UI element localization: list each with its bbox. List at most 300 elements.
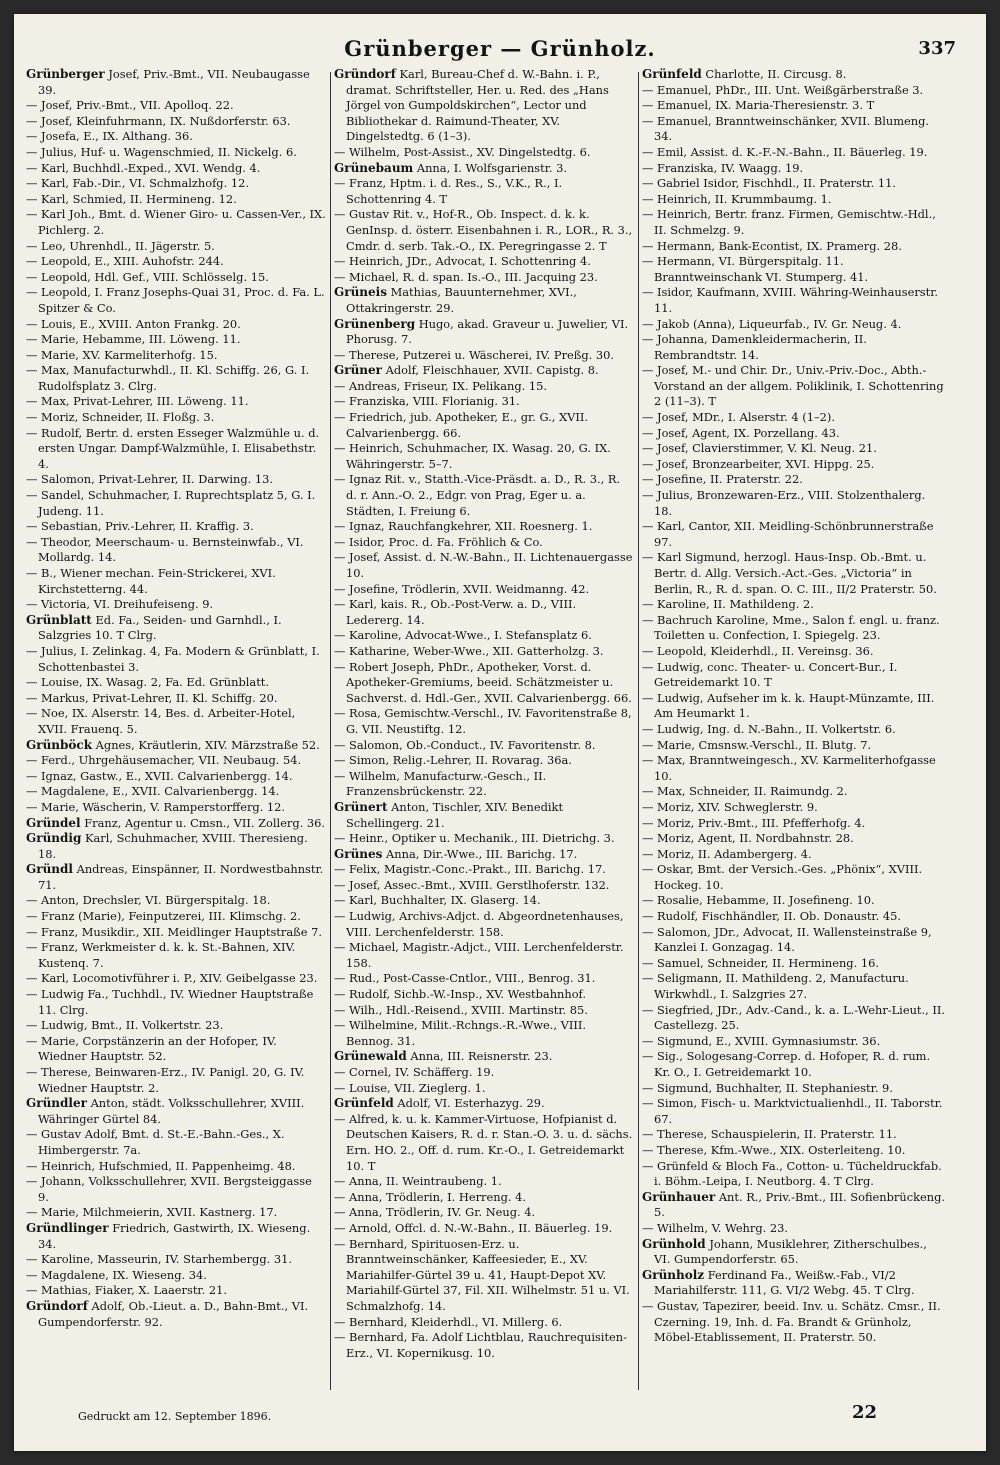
directory-entry: [26, 1283, 326, 1299]
directory-entry: [26, 519, 326, 535]
directory-entry: [642, 550, 946, 597]
entry-text: — Anna, Trödlerin, IV. Gr. Neug. 4.: [334, 1205, 536, 1220]
directory-entry: [334, 1018, 634, 1049]
directory-entry: [642, 207, 946, 238]
directory-entry: [642, 925, 946, 956]
entry-text: — Gabriel Isidor, Fischhdl., II. Praterstr. 11.: [642, 176, 896, 191]
entry-text: — Sandel, Schuhmacher, I. Ruprechtsplatz 5, G. I. Judeng. 11.: [26, 488, 316, 518]
directory-entry: [26, 348, 326, 364]
directory-entry: [26, 114, 326, 130]
entry-text: — Salomon, JDr., Advocat, II. Wallensteinstraße 9, Kanzlei I. Gonzagag. 14.: [642, 924, 932, 955]
entry-text: — Oskar, Bmt. der Versich.-Ges. „Phönix“, XVIII. Hockeg. 10.: [642, 862, 923, 892]
directory-entry: [642, 862, 946, 893]
surname-heading: Grünfeld: [334, 1096, 394, 1111]
entry-text: — Therese, Schauspielerin, II. Praterstr. 11.: [642, 1127, 897, 1142]
directory-entry: [26, 1127, 326, 1158]
directory-entry: [642, 1268, 946, 1299]
entry-text: — Karl Joh., Bmt. d. Wiener Giro- u. Cassen-Ver., IX. Pichlerg. 2.: [26, 207, 326, 237]
entry-text: — Josef, Assec.-Bmt., XVIII. Gerstlhoferstr. 132.: [334, 877, 610, 892]
entry-text: — Josef, Assist. d. N.-W.-Bahn., II. Lichtenauergasse 10.: [334, 550, 633, 580]
entry-text: — Magdalene, E., XVII. Calvarienbergg. 14.: [26, 784, 280, 799]
entry-text: — Anton, Drechsler, VI. Bürgerspitalg. 18.: [26, 893, 271, 908]
directory-entry: [26, 207, 326, 238]
directory-entry: [334, 317, 634, 348]
directory-entry: [26, 1268, 326, 1284]
entry-text: — Victoria, VI. Dreihufeiseng. 9.: [26, 597, 214, 612]
directory-entry: [334, 472, 634, 519]
directory-entry: [26, 831, 326, 862]
entry-text: Anna, I. Wolfsgarienstr. 3.: [416, 160, 568, 175]
directory-entry: [334, 1190, 634, 1206]
entry-text: — Max, Branntweingesch., XV. Karmeliterhofgasse 10.: [642, 753, 936, 783]
directory-entry: [334, 893, 634, 909]
entry-text: Mathias, Bauunternehmer, XVI., Ottakringerstr. 29.: [346, 285, 577, 315]
entry-text: — Moriz, Agent, II. Nordbahnstr. 28.: [642, 831, 854, 846]
surname-heading: Gründig: [26, 831, 82, 846]
directory-entry: [334, 706, 634, 737]
directory-entry: [334, 1237, 634, 1315]
directory-entry: [642, 800, 946, 816]
surname-heading: Grüner: [334, 363, 382, 378]
entry-text: — Moriz, Priv.-Bmt., III. Pfefferhofg. 4.: [642, 815, 866, 830]
entry-text: — Marie, Wäscherin, V. Ramperstorfferg. 12.: [26, 799, 286, 814]
directory-entry: [334, 550, 634, 581]
directory-entry: [26, 769, 326, 785]
directory-entry: [26, 1018, 326, 1034]
directory-entry: [642, 1003, 946, 1034]
directory-entry: [334, 1221, 634, 1237]
directory-entry: [26, 410, 326, 426]
entry-text: — Rosalie, Hebamme, II. Josefineng. 10.: [642, 893, 875, 908]
entry-text: — Isidor, Kaufmann, XVIII. Währing-Weinhauserstr. 11.: [642, 285, 939, 315]
directory-entry: [642, 145, 946, 161]
entry-text: — Alfred, k. u. k. Kammer-Virtuose, Hofpianist d. Deutschen Kaisers, R. d. r. Stan.-O. 3. u. d. sächs. Ern. HO. 2., Off. d. rum. Kr.-O., I. Getreidemarkt 10. T: [334, 1111, 633, 1173]
surname-heading: Grünert: [334, 799, 388, 814]
entry-text: Anton, Tischler, XIV. Benedikt Schellingerg. 21.: [346, 799, 564, 830]
page-number: 337: [918, 38, 956, 59]
directory-entry: [334, 971, 634, 987]
entry-text: — Franziska, IV. Waagg. 19.: [642, 160, 804, 175]
directory-entry: [26, 738, 326, 754]
entry-text: — Wilhelm, V. Wehrg. 23.: [642, 1220, 788, 1235]
entry-text: — Mathias, Fiaker, X. Laaerstr. 21.: [26, 1283, 227, 1298]
directory-entry: [642, 1237, 946, 1268]
directory-entry: [26, 363, 326, 394]
entry-text: — Max, Schneider, II. Raimundg. 2.: [642, 784, 848, 799]
entry-text: — Ignaz, Rauchfangkehrer, XII. Roesnerg. 1.: [334, 519, 593, 534]
directory-entry: [334, 67, 634, 145]
entry-text: — Salomon, Privat-Lehrer, II. Darwing. 13.: [26, 472, 273, 487]
entry-text: — Julius, Bronzewaren-Erz., VIII. Stolzenthalerg. 18.: [642, 488, 926, 518]
entry-text: — Heinrich, JDr., Advocat, I. Schottenring 4.: [334, 254, 591, 269]
directory-entry: [26, 613, 326, 644]
surname-heading: Gründel: [26, 815, 81, 830]
entry-text: Anna, Dir.-Wwe., III. Barichg. 17.: [386, 846, 578, 861]
directory-entry: [334, 441, 634, 472]
entry-text: — Felix, Magistr.-Conc.-Prakt., III. Barichg. 17.: [334, 862, 606, 877]
entry-text: Johann, Musiklehrer, Zitherschulbes., VI. Gumpendorferstr. 65.: [654, 1236, 927, 1267]
surname-heading: Grünewald: [334, 1049, 407, 1064]
directory-entry: [26, 1174, 326, 1205]
entry-text: — Heinrich, Hufschmied, II. Pappenheimg. 48.: [26, 1158, 296, 1173]
entry-text: — Johann, Volksschullehrer, XVII. Bergsteiggasse 9.: [26, 1174, 312, 1204]
directory-entry: [26, 987, 326, 1018]
directory-entry: [26, 784, 326, 800]
directory-entry: [334, 644, 634, 660]
entry-text: — Grünfeld & Bloch Fa., Cotton- u. Tücheldruckfab. i. Böhm.-Leipa, I. Neutborg. 4. T Clrg.: [642, 1158, 942, 1189]
directory-entry: [26, 270, 326, 286]
directory-entry: [334, 1003, 634, 1019]
directory-entry: [26, 1221, 326, 1252]
entry-text: — Bachruch Karoline, Mme., Salon f. engl. u. franz. Toiletten u. Confection, I. Spiegelg. 23.: [642, 612, 940, 643]
directory-entry: [642, 753, 946, 784]
entry-text: — Michael, R. d. span. Is.-O., III. Jacquing 23.: [334, 269, 598, 284]
entry-text: Adolf, Ob.-Lieut. a. D., Bahn-Bmt., VI. Gumpendorferstr. 92.: [38, 1298, 309, 1329]
directory-entry: [642, 1221, 946, 1237]
entry-text: — Karoline, Advocat-Wwe., I. Stefansplatz 6.: [334, 628, 592, 643]
directory-entry: [334, 628, 634, 644]
column-rule: [330, 72, 331, 1390]
entry-text: — Wilhelmine, Milit.-Rchngs.-R.-Wwe., VIII. Bennog. 31.: [334, 1018, 586, 1048]
entry-text: — Rudolf, Sichb.-W.-Insp., XV. Westbahnhof.: [334, 987, 586, 1002]
directory-entry: [334, 145, 634, 161]
directory-entry: [26, 535, 326, 566]
directory-entry: [26, 1252, 326, 1268]
entry-text: — Therese, Kfm.-Wwe., XIX. Osterleiteng. 10.: [642, 1142, 906, 1157]
entry-text: — Josef, Kleinfuhrmann, IX. Nußdorferstr. 63.: [26, 113, 291, 128]
entry-text: — Anna, II. Weintraubeng. 1.: [334, 1174, 502, 1189]
entry-text: — Rud., Post-Casse-Cntlor., VIII., Benrog. 31.: [334, 971, 596, 986]
directory-entry: [26, 1065, 326, 1096]
directory-entry: [334, 660, 634, 707]
directory-entry: [334, 1112, 634, 1174]
entry-text: — Sigmund, E., XVIII. Gymnasiumstr. 36.: [642, 1033, 881, 1048]
page-header: [14, 24, 986, 72]
entry-text: — Simon, Fisch- u. Marktvictualienhdl., II. Taborstr. 67.: [642, 1096, 943, 1126]
entry-text: — Ludwig, Aufseher im k. k. Haupt-Münzamte, III. Am Heumarkt 1.: [642, 690, 935, 721]
entry-text: — Bernhard, Kleiderhdl., VI. Millerg. 6.: [334, 1314, 563, 1329]
directory-entry: [26, 862, 326, 893]
directory-entry: [642, 488, 946, 519]
entry-text: — Ferd., Uhrgehäusemacher, VII. Neubaug. 54.: [26, 753, 302, 768]
directory-entry: [642, 831, 946, 847]
directory-entry: [26, 332, 326, 348]
directory-entry: [642, 597, 946, 613]
directory-entry: [642, 317, 946, 333]
entry-text: — Magdalene, IX. Wieseng. 34.: [26, 1267, 207, 1282]
entry-text: — Marie, Hebamme, III. Löweng. 11.: [26, 332, 241, 347]
entry-text: — Wilhelm, Post-Assist., XV. Dingelstedtg. 6.: [334, 144, 591, 159]
entry-text: — Jakob (Anna), Liqueurfab., IV. Gr. Neug. 4.: [642, 316, 902, 331]
entry-text: — Siegfried, JDr., Adv.-Cand., k. a. L.-Wehr-Lieut., II. Castellezg. 25.: [642, 1002, 945, 1033]
entry-text: — B., Wiener mechan. Fein-Strickerei, XVI. Kirchstetterng. 44.: [26, 566, 276, 596]
entry-text: — Karl, Buchhalter, IX. Glaserg. 14.: [334, 893, 541, 908]
surname-heading: Grünböck: [26, 737, 93, 752]
entry-text: — Max, Privat-Lehrer, III. Löweng. 11.: [26, 394, 249, 409]
entry-text: — Sebastian, Priv.-Lehrer, II. Kraffig. 3.: [26, 519, 254, 534]
directory-entry: [26, 800, 326, 816]
directory-entry: [26, 675, 326, 691]
column-1: [26, 67, 326, 1394]
directory-entry: [334, 519, 634, 535]
directory-entry: [642, 1190, 946, 1221]
directory-entry: [334, 161, 634, 177]
directory-entry: [334, 847, 634, 863]
surname-heading: Grünberger: [26, 67, 105, 81]
entry-text: Karl, Schuhmacher, XVIII. Theresieng. 18.: [38, 831, 308, 861]
entry-text: — Heinrich, Schuhmacher, IX. Wasag. 20, G. IX. Währingerstr. 5–7.: [334, 441, 611, 471]
entry-text: — Ludwig, Ing. d. N.-Bahn., II. Volkertstr. 6.: [642, 721, 896, 736]
directory-entry: [334, 597, 634, 628]
directory-entry: [26, 925, 326, 941]
directory-entry: [26, 67, 326, 98]
directory-entry: [26, 129, 326, 145]
directory-entry: [334, 987, 634, 1003]
entry-text: — Marie, Cmsnsw.-Verschl., II. Blutg. 7.: [642, 737, 872, 752]
entry-text: — Julius, I. Zelinkag. 4, Fa. Modern & Grünblatt, I. Schottenbastei 3.: [26, 643, 320, 674]
directory-entry: [334, 410, 634, 441]
surname-heading: Grünholz: [642, 1267, 705, 1282]
directory-entry: [334, 831, 634, 847]
directory-entry: [642, 192, 946, 208]
entry-text: — Wilh., Hdl.-Reisend., XVIII. Martinstr. 85.: [334, 1002, 588, 1017]
directory-entry: [642, 1143, 946, 1159]
entry-text: — Therese, Putzerei u. Wäscherei, IV. Preßg. 30.: [334, 347, 615, 362]
directory-entry: [334, 769, 634, 800]
directory-entry: [334, 1205, 634, 1221]
entry-text: — Isidor, Proc. d. Fa. Fröhlich & Co.: [334, 534, 543, 549]
directory-entry: [334, 862, 634, 878]
entry-text: — Karl, Buchhdl.-Exped., XVI. Wendg. 4.: [26, 160, 261, 175]
entry-text: — Leo, Uhrenhdl., II. Jägerstr. 5.: [26, 238, 215, 253]
directory-entry: [642, 67, 946, 83]
directory-entry: [642, 410, 946, 426]
entry-text: — Josef, Bronzearbeiter, XVI. Hippg. 25.: [642, 456, 875, 471]
directory-entry: [26, 706, 326, 737]
entry-text: — Marie, Corpstänzerin an der Hofoper, IV. Wiedner Hauptstr. 52.: [26, 1033, 277, 1064]
directory-entry: [26, 1205, 326, 1221]
directory-entry: [334, 394, 634, 410]
entry-text: — Leopold, E., XIII. Auhofstr. 244.: [26, 254, 224, 269]
directory-entry: [334, 176, 634, 207]
directory-entry: [642, 114, 946, 145]
entry-text: — Leopold, Kleiderhdl., II. Vereinsg. 36.: [642, 643, 874, 658]
surname-heading: Grüneis: [334, 285, 387, 300]
directory-entry: [642, 1127, 946, 1143]
directory-entry: [26, 909, 326, 925]
directory-entry: [26, 426, 326, 473]
entry-text: — Andreas, Friseur, IX. Pelikang. 15.: [334, 378, 547, 393]
directory-entry: [642, 1034, 946, 1050]
entry-text: Adolf, Fleischhauer, XVII. Capistg. 8.: [385, 363, 599, 378]
surname-heading: Grünes: [334, 846, 383, 861]
directory-entry: [642, 332, 946, 363]
directory-entry: [26, 254, 326, 270]
entry-text: — Seligmann, II. Mathildeng. 2, Manufacturu. Wirkwhdl., I. Salzgries 27.: [642, 971, 909, 1002]
directory-entry: [642, 1096, 946, 1127]
entry-text: — Moriz, Schneider, II. Floßg. 3.: [26, 410, 215, 425]
directory-entry: [26, 644, 326, 675]
entry-text: — Emanuel, PhDr., III. Unt. Weißgärberstraße 3.: [642, 82, 924, 97]
directory-entry: [26, 1299, 326, 1330]
entry-text: — Ludwig, Archivs-Adjct. d. Abgeordnetenhauses, VIII. Lerchenfelderstr. 158.: [334, 909, 624, 939]
entry-text: — Karoline, II. Mathildeng. 2.: [642, 597, 814, 612]
entry-text: — Josef, Agent, IX. Porzellang. 43.: [642, 425, 840, 440]
entry-text: — Gustav, Tapezirer, beeid. Inv. u. Schätz. Cmsr., II. Czerning. 19, Inh. d. Fa. Brandt & Grünholz, Möbel-Etablissement, II. Praterstr. 50.: [642, 1298, 941, 1345]
directory-entry: [26, 192, 326, 208]
surname-heading: Gründler: [26, 1096, 87, 1111]
entry-text: — Josef, Priv.-Bmt., VII. Apolloq. 22.: [26, 98, 234, 113]
directory-entry: [26, 1096, 326, 1127]
entry-text: — Cornel, IV. Schäfferg. 19.: [334, 1065, 495, 1079]
directory-entry: [334, 582, 634, 598]
directory-entry: [26, 239, 326, 255]
entry-text: Franz, Agentur u. Cmsn., VII. Zollerg. 36.: [84, 815, 326, 830]
directory-entry: [26, 971, 326, 987]
directory-entry: [642, 239, 946, 255]
surname-heading: Grünblatt: [26, 612, 92, 627]
entry-text: — Gustav Adolf, Bmt. d. St.-E.-Bahn.-Ges., X. Himbergerstr. 7a.: [26, 1127, 285, 1157]
entry-text: — Franz, Hptm. i. d. Res., S., V.K., R., I. Schottenring 4. T: [334, 176, 563, 206]
entry-text: Anton, städt. Volksschullehrer, XVIII. Währinger Gürtel 84.: [38, 1096, 305, 1126]
directory-entry: [26, 98, 326, 114]
entry-text: — Josefine, II. Praterstr. 22.: [642, 472, 803, 487]
directory-entry: [26, 1159, 326, 1175]
surname-heading: Gründlinger: [26, 1220, 109, 1235]
directory-entry: [642, 722, 946, 738]
directory-entry: [642, 472, 946, 488]
directory-entry: [26, 566, 326, 597]
directory-entry: [334, 535, 634, 551]
directory-entry: [26, 176, 326, 192]
print-date: Gedruckt am 12. September 1896.: [78, 1410, 272, 1423]
directory-entry: [334, 1049, 634, 1065]
entry-text: — Simon, Relig.-Lehrer, II. Rovarag. 36a.: [334, 753, 572, 768]
entry-text: — Karl, Cantor, XII. Meidling-Schönbrunnerstraße 97.: [642, 519, 934, 549]
entry-text: — Emanuel, Branntweinschänker, XVII. Blumeng. 34.: [642, 113, 930, 144]
directory-entry: [26, 816, 326, 832]
directory-entry: [26, 1034, 326, 1065]
directory-entry: [26, 488, 326, 519]
entry-text: Friedrich, Gastwirth, IX. Wieseng. 34.: [38, 1220, 311, 1251]
directory-entry: [26, 472, 326, 488]
directory-entry: [642, 457, 946, 473]
directory-entry: [642, 644, 946, 660]
directory-entry: [642, 784, 946, 800]
directory-entry: [26, 285, 326, 316]
entry-text: — Emil, Assist. d. K.-F.-N.-Bahn., II. Bäuerleg. 19.: [642, 144, 928, 159]
directory-entry: [642, 98, 946, 114]
directory-entry: [334, 363, 634, 379]
directory-entry: [334, 1330, 634, 1361]
directory-entry: [26, 691, 326, 707]
entry-text: — Josef, Clavierstimmer, V. Kl. Neug. 21.: [642, 441, 877, 456]
entry-text: — Rudolf, Bertr. d. ersten Esseger Walzmühle u. d. ersten Ungar. Dampf-Walzmühle, I. Elisabethstr. 4.: [26, 425, 320, 471]
entry-text: — Anna, Trödlerin, I. Herreng. 4.: [334, 1189, 526, 1204]
entry-text: — Emanuel, IX. Maria-Theresienstr. 3. T: [642, 98, 875, 113]
surname-heading: Grünhold: [642, 1236, 706, 1251]
directory-entry: [642, 1159, 946, 1190]
entry-text: — Samuel, Schneider, II. Hermineng. 16.: [642, 955, 879, 970]
entry-text: Andreas, Einspänner, II. Nordwestbahnstr. 71.: [38, 862, 324, 892]
entry-text: Adolf, VI. Esterhazyg. 29.: [397, 1096, 545, 1111]
entry-text: — Hermann, Bank-Econtist, IX. Pramerg. 28.: [642, 238, 902, 253]
directory-entry: [334, 1081, 634, 1097]
directory-entry: [642, 971, 946, 1002]
directory-entry: [26, 893, 326, 909]
entry-text: — Ludwig, conc. Theater- u. Concert-Bur., I. Getreidemarkt 10. T: [642, 659, 898, 690]
directory-entry: [642, 816, 946, 832]
entry-text: — Wilhelm, Manufacturw.-Gesch., II. Franzensbrückenstr. 22.: [334, 768, 547, 799]
entry-text: — Moriz, XIV. Schweglerstr. 9.: [642, 799, 818, 814]
entry-text: — Ludwig, Bmt., II. Volkertstr. 23.: [26, 1018, 224, 1033]
entry-text: — Franz (Marie), Feinputzerei, III. Klimschg. 2.: [26, 909, 301, 924]
entry-text: Ferdinand Fa., Weißw.-Fab., VI/2 Mariahilferstr. 111, G. VI/2 Webg. 45. T Clrg.: [654, 1267, 915, 1298]
entry-text: — Noe, IX. Alserstr. 14, Bes. d. Arbeiter-Hotel, XVII. Frauenq. 5.: [26, 706, 296, 736]
entry-text: — Josefine, Trödlerin, XVII. Weidmanng. 42.: [334, 581, 590, 596]
entry-text: — Markus, Privat-Lehrer, II. Kl. Schiffg. 20.: [26, 690, 278, 705]
entry-text: — Karl, Schmied, II. Hermineng. 12.: [26, 191, 237, 206]
directory-entry: [334, 909, 634, 940]
entry-text: — Louise, VII. Zieglerg. 1.: [334, 1080, 486, 1095]
entry-text: — Heinrich, II. Krummbaumg. 1.: [642, 191, 832, 206]
directory-entry: [642, 285, 946, 316]
directory-entry: [334, 738, 634, 754]
surname-heading: Gründorf: [334, 67, 396, 81]
surname-heading: Grünenberg: [334, 316, 416, 331]
entry-text: — Arnold, Offcl. d. N.-W.-Bahn., II. Bäuerleg. 19.: [334, 1220, 613, 1235]
directory-entry: [642, 519, 946, 550]
directory-entry: [642, 893, 946, 909]
entry-text: Josef, Priv.-Bmt., VII. Neubaugasse 39.: [38, 67, 310, 97]
entry-text: Karl, Bureau-Chef d. W.-Bahn. i. P., dramat. Schriftsteller, Her. u. Red. des „Hans Jörgel von Gumpoldskirchen“, Lector und Bibliothekar d. Raimund-Theater, XV. Dingelstedtg. 6 (1–3).: [346, 67, 609, 144]
directory-entry: [26, 161, 326, 177]
entry-text: — Louise, IX. Wasag. 2, Fa. Ed. Grünblatt.: [26, 675, 269, 690]
directory-entry: [26, 394, 326, 410]
entry-text: — Marie, XV. Karmeliterhofg. 15.: [26, 347, 218, 362]
entry-text: — Karl, Fab.-Dir., VI. Schmalzhofg. 12.: [26, 176, 249, 191]
directory-entry: [642, 613, 946, 644]
directory-entry: [334, 270, 634, 286]
directory-entry: [642, 1299, 946, 1346]
entry-text: — Ignaz, Gastw., E., XVII. Calvarienbergg. 14.: [26, 768, 293, 783]
directory-entry: [334, 254, 634, 270]
entry-text: — Rudolf, Fischhändler, II. Ob. Donaustr. 45.: [642, 909, 901, 924]
directory-entry: [334, 800, 634, 831]
surname-heading: Grünhauer: [642, 1189, 716, 1204]
directory-entry: [334, 753, 634, 769]
directory-entry: [642, 426, 946, 442]
directory-entry: [642, 847, 946, 863]
directory-page: [14, 14, 986, 1451]
directory-entry: [26, 145, 326, 161]
entry-text: — Hermann, VI. Bürgerspitalg. 11. Branntweinschank VI. Stumperg. 41.: [642, 254, 869, 284]
directory-entry: [334, 348, 634, 364]
entry-text: — Katharine, Weber-Wwe., XII. Gatterholzg. 3.: [334, 643, 604, 658]
directory-entry: [642, 254, 946, 285]
entry-text: Ed. Fa., Seiden- und Garnhdl., I. Salzgries 10. T Clrg.: [38, 612, 282, 643]
entry-text: — Karl, kais. R., Ob.-Post-Verw. a. D., VIII. Ledererg. 14.: [334, 597, 577, 627]
entry-text: Agnes, Kräutlerin, XIV. Märzstraße 52.: [95, 737, 320, 752]
directory-entry: [642, 909, 946, 925]
column-3: [642, 67, 946, 1394]
entry-text: — Heinr., Optiker u. Mechanik., III. Dietrichg. 3.: [334, 831, 615, 846]
entry-text: — Sig., Sologesang-Correp. d. Hofoper, R. d. rum. Kr. O., I. Getreidemarkt 10.: [642, 1049, 931, 1079]
entry-text: — Josef, MDr., I. Alserstr. 4 (1–2).: [642, 410, 835, 425]
entry-text: — Moriz, II. Adambergerg. 4.: [642, 846, 812, 861]
entry-text: — Max, Manufacturwhdl., II. Kl. Schiffg. 26, G. I. Rudolfsplatz 3. Clrg.: [26, 363, 310, 393]
directory-entry: [642, 176, 946, 192]
